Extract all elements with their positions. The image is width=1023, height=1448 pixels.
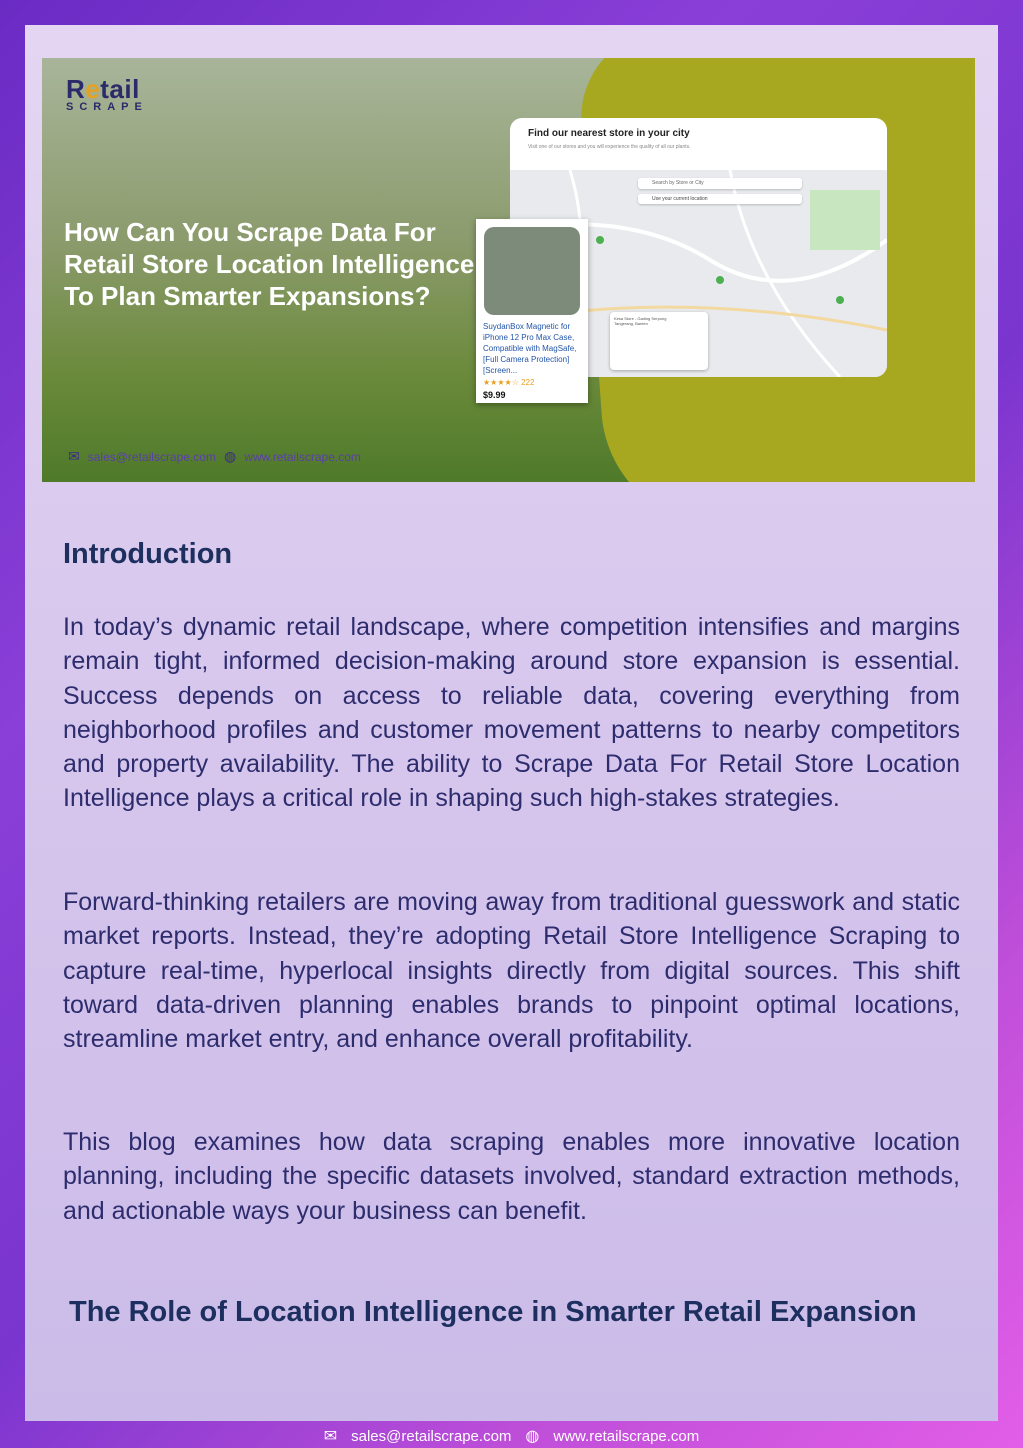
footer-website[interactable]: www.retailscrape.com bbox=[553, 1427, 700, 1445]
store-popup-text: Tangerang, Banten bbox=[614, 321, 648, 326]
store-locator-subheading: Visit one of our stores and you will experience the quality of all our plants. bbox=[528, 144, 691, 150]
section-heading: The Role of Location Intelligence in Smarter Retail Expansion bbox=[69, 1296, 917, 1328]
logo-subtitle: SCRAPE bbox=[66, 101, 148, 113]
store-popup bbox=[610, 312, 708, 370]
mail-icon: ✉ bbox=[68, 448, 80, 464]
intro-heading: Introduction bbox=[63, 538, 233, 570]
product-name: SuydanBox Magnetic for iPhone 12 Pro Max Case, Compatible with MagSafe, [Full Camera Protection][Screen... bbox=[483, 322, 577, 375]
store-locator-heading: Find our nearest store in your city bbox=[528, 128, 690, 139]
mail-icon: ✉ bbox=[323, 1428, 338, 1445]
hero-email[interactable]: sales@retailscrape.com bbox=[87, 449, 216, 464]
hero-website[interactable]: www.retailscrape.com bbox=[244, 449, 361, 464]
globe-icon: ◍ bbox=[525, 1428, 540, 1445]
hero-banner bbox=[42, 58, 975, 482]
intro-paragraph-1: In today’s dynamic retail landscape, where competition intensifies and margins remain tight, informed decision-making around store expansion is essential. Success depends on access to reliable data, covering everything from neighborhood profiles and customer movement patterns to nearby competitors and property availability. The ability to Scrape Data For Retail Store Location Intelligence plays a critical role in shaping such high-stakes strategies. bbox=[63, 613, 960, 813]
footer bbox=[0, 1424, 1023, 1448]
logo-wordmark: Retail bbox=[66, 74, 140, 104]
intro-paragraph-3: This blog examines how data scraping enables more innovative location planning, including the specific datasets involved, standard extraction methods, and actionable ways your business can benefit. bbox=[63, 1128, 960, 1225]
product-rating: ★★★★☆ 222 bbox=[483, 378, 535, 387]
intro-paragraph-2: Forward-thinking retailers are moving away from traditional guesswork and static market reports. Instead, they’re adopting Retail Store Intelligence Scraping to capture real-time, hyperlocal insights directly from digital sources. This shift toward data-driven planning enables brands to pinpoint optimal locations, streamline market entry, and enhance overall profitability. bbox=[63, 888, 960, 1054]
use-location-button[interactable]: Use your current location bbox=[638, 194, 802, 204]
hero-contact bbox=[68, 448, 361, 465]
store-search-input[interactable]: Search by Store or City bbox=[638, 178, 802, 189]
store-popup-title: Kesa Store - Gading Serpong bbox=[614, 316, 667, 321]
hero-title: How Can You Scrape Data For Retail Store Location Intelligence To Plan Smarter Expansions? bbox=[64, 217, 475, 311]
product-card bbox=[476, 219, 588, 403]
phone-case-image bbox=[484, 227, 580, 315]
globe-icon: ◍ bbox=[223, 448, 237, 464]
product-price: $9.99 bbox=[483, 390, 506, 400]
footer-email[interactable]: sales@retailscrape.com bbox=[351, 1427, 512, 1445]
brand-logo bbox=[66, 74, 148, 113]
